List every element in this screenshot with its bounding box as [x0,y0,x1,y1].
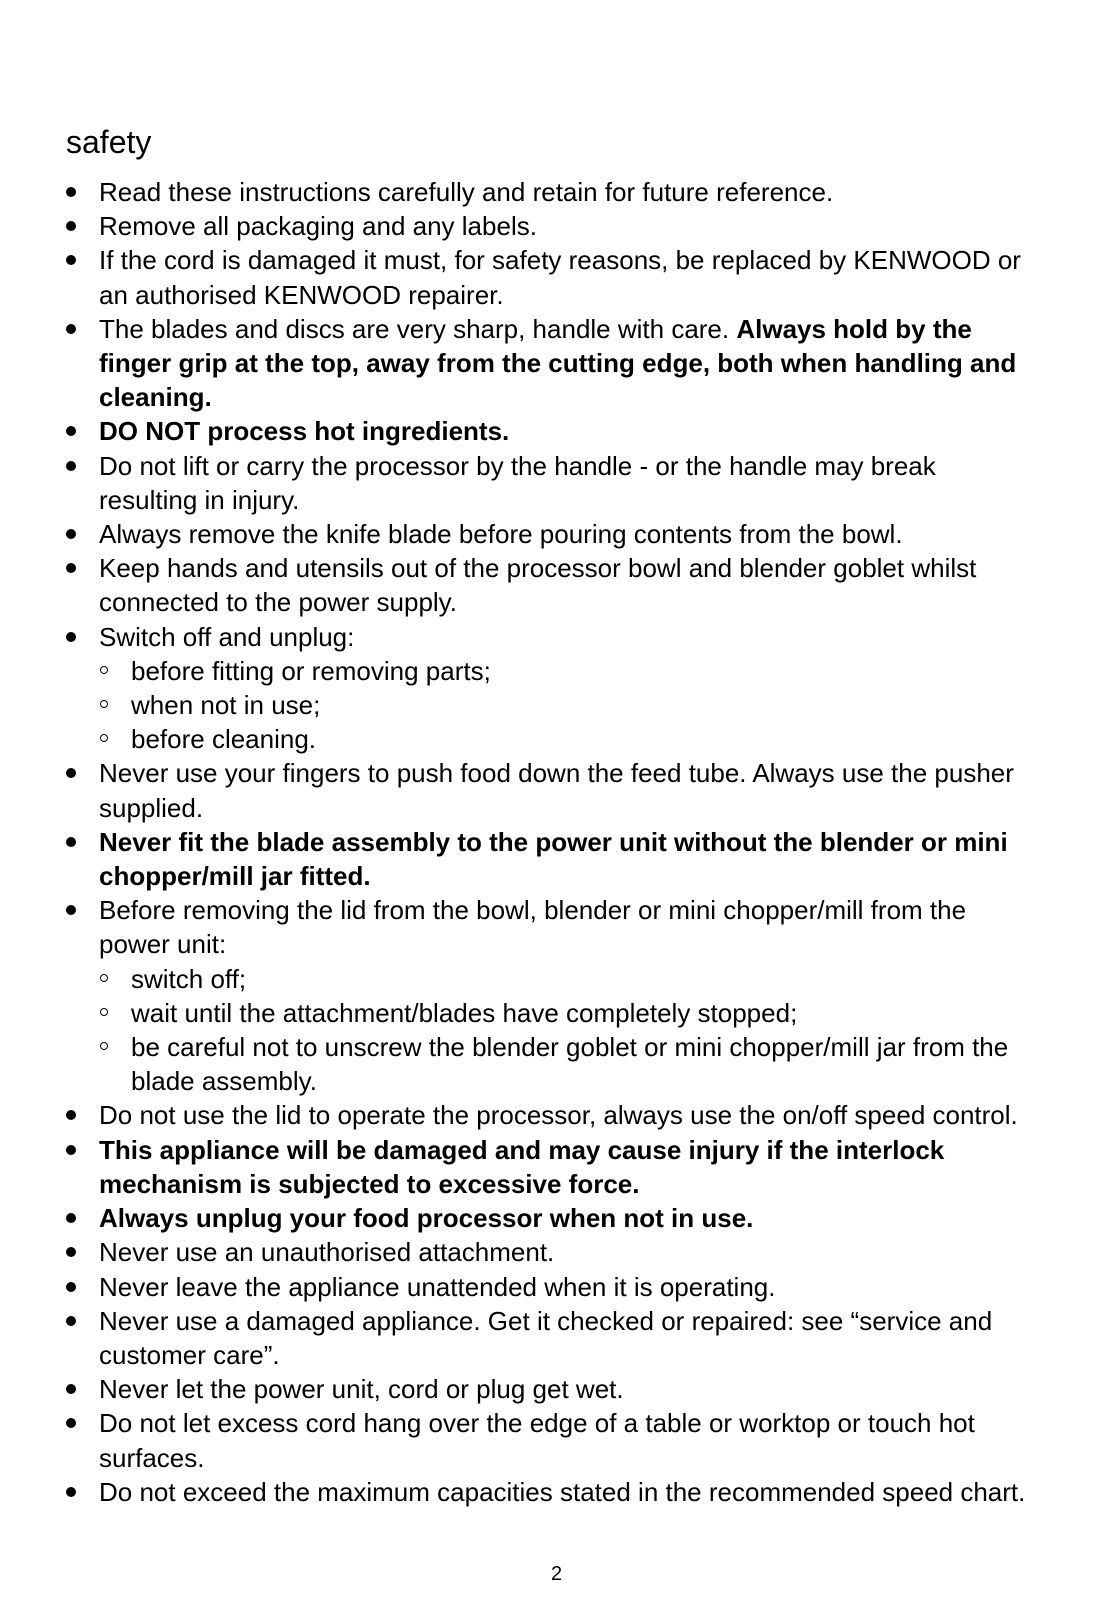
item-text: Always unplug your food processor when not in use. [99,1203,754,1234]
page-number: 2 [551,1563,563,1585]
item-text: be careful not to unscrew the blender goblet or mini chopper/mill jar from the blade assembly. [131,1032,1009,1097]
hollow-bullet-icon [100,666,108,674]
bullet-icon [66,426,76,436]
bullet-icon [66,1487,76,1497]
section-heading: safety [66,124,152,160]
hollow-bullet-icon [100,700,108,708]
bullet-icon [66,1418,76,1428]
list-item [0,893,1114,961]
bullet-icon [66,837,76,847]
bullet-icon [66,461,76,471]
bullet-icon [66,905,76,915]
item-text: Never use an unauthorised attachment. [99,1237,555,1268]
bullet-icon [66,768,76,778]
item-text: Do not use the lid to operate the processor, always use the on/off speed control. [99,1100,1018,1131]
safety-list [0,175,1114,1509]
item-text: before cleaning. [131,724,317,755]
list-item [0,243,1114,311]
item-text: switch off; [131,963,247,994]
bullet-icon [66,255,76,265]
sub-list-item [0,688,1114,722]
bullet-icon [66,1145,76,1155]
list-item [0,1201,1114,1235]
bullet-icon [66,1282,76,1292]
list-item [0,449,1114,517]
list-item [0,1270,1114,1304]
item-text: Do not let excess cord hang over the edge of a table or worktop or touch hot surfaces. [99,1408,975,1473]
bullet-icon [66,563,76,573]
item-text: wait until the attachment/blades have completely stopped; [131,997,798,1028]
item-text: Keep hands and utensils out of the processor bowl and blender goblet whilst connected to the power supply. [99,553,977,618]
sub-list-item [0,996,1114,1030]
hollow-bullet-icon [100,734,108,742]
item-text: Remove all packaging and any labels. [99,211,537,242]
list-item [0,1372,1114,1406]
item-text: Before removing the lid from the bowl, blender or mini chopper/mill from the power unit: [99,895,967,960]
list-item [0,1304,1114,1372]
bullet-icon [66,187,76,197]
item-text: If the cord is damaged it must, for safety reasons, be replaced by KENWOOD or an authorised KENWOOD repairer. [99,245,1021,310]
bullet-icon [66,1247,76,1257]
list-item [0,312,1114,415]
item-text: Read these instructions carefully and retain for future reference. [99,177,834,207]
list-item [0,175,1114,209]
list-item [0,620,1114,654]
item-text: The blades and discs are very sharp, handle with care. [99,313,737,344]
item-text: Do not lift or carry the processor by the handle - or the handle may break resulting in injury. [99,450,936,515]
item-text: Always remove the knife blade before pouring contents from the bowl. [99,519,903,550]
list-item [0,414,1114,448]
item-text: Never use your fingers to push food down the feed tube. Always use the pusher supplied. [99,758,1014,823]
bullet-icon [66,632,76,642]
list-item [0,1475,1114,1509]
bullet-icon [66,1213,76,1223]
bullet-icon [66,1316,76,1326]
item-text: This appliance will be damaged and may cause injury if the interlock mechanism is subjected to excessive force. [99,1134,945,1199]
item-text: Switch off and unplug: [99,621,355,652]
bullet-icon [66,221,76,231]
hollow-bullet-icon [100,974,108,982]
item-text: Never fit the blade assembly to the power unit without the blender or mini chopper/mill jar fitted. [99,826,1008,892]
bullet-icon [66,324,76,334]
item-text: Never leave the appliance unattended when it is operating. [99,1271,776,1302]
bullet-icon [66,1384,76,1394]
item-text: Never let the power unit, cord or plug get wet. [99,1374,624,1405]
list-item [0,825,1114,893]
bullet-icon [66,529,76,539]
sub-list-item [0,1030,1114,1098]
hollow-bullet-icon [100,1008,108,1016]
item-text: when not in use; [131,690,321,721]
hollow-bullet-icon [100,1042,108,1050]
sub-list-item [0,722,1114,756]
list-item [0,517,1114,551]
list-item [0,209,1114,243]
list-item [0,551,1114,619]
list-item [0,1406,1114,1474]
item-text: DO NOT process hot ingredients. [99,416,510,447]
item-text: Do not exceed the maximum capacities stated in the recommended speed chart. [99,1476,1026,1507]
list-item [0,756,1114,824]
item-emphasis: Always hold by the finger grip at the top, away from the cutting edge, both when handling and cleaning. [99,313,1017,413]
bullet-icon [66,1110,76,1120]
item-text: Never use a damaged appliance. Get it checked or repaired: see “service and customer care”. [99,1305,993,1370]
list-item [0,1235,1114,1269]
sub-list-item [0,962,1114,996]
list-item [0,1133,1114,1201]
sub-list-item [0,654,1114,688]
list-item [0,1098,1114,1132]
item-text: before fitting or removing parts; [131,655,491,686]
